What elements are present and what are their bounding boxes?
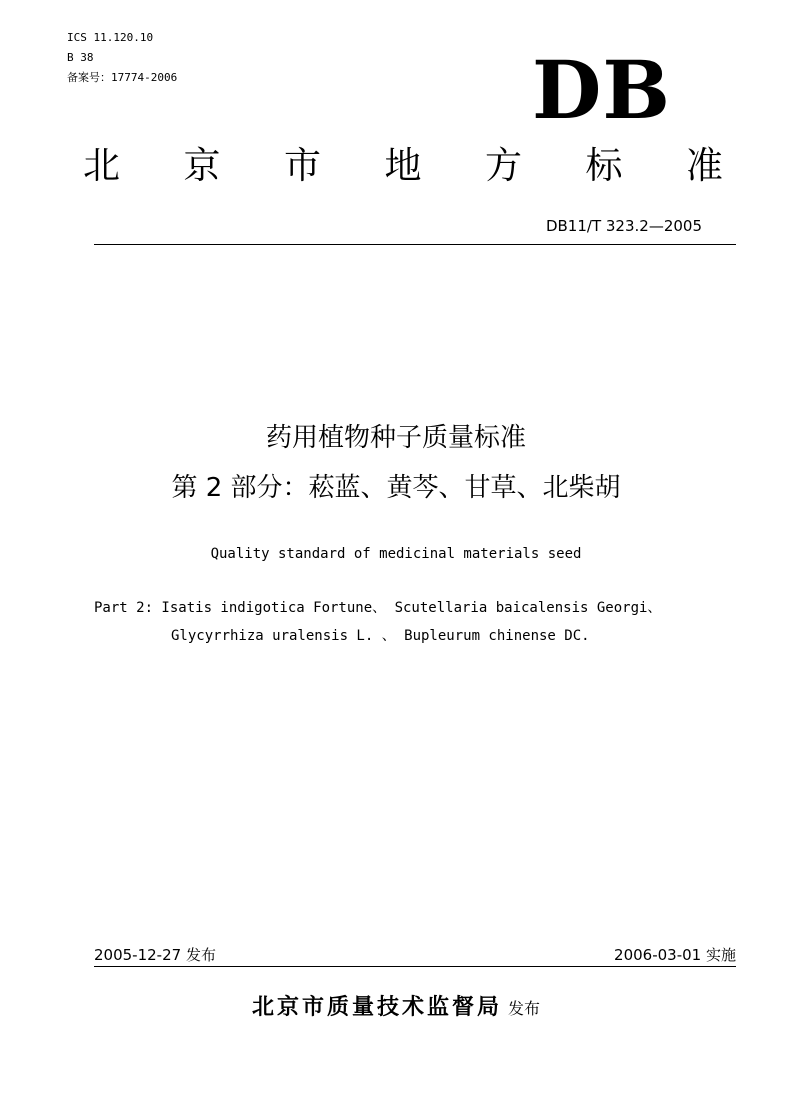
standard-category-char: 标 bbox=[585, 144, 623, 187]
standard-number: DB11/T 323.2—2005 bbox=[545, 217, 702, 235]
standard-category-char: 市 bbox=[284, 144, 321, 187]
english-part-line-2: Glycyrrhiza uralensis L. 、 Bupleurum chinense DC. bbox=[171, 628, 590, 644]
db-logo: DB bbox=[532, 43, 671, 137]
top-divider bbox=[94, 244, 736, 245]
standard-category-char: 准 bbox=[686, 144, 723, 187]
document-title: 药用植物种子质量标准 bbox=[265, 423, 526, 453]
english-title: Quality standard of medicinal materials seed bbox=[210, 546, 582, 562]
publish-date: 2005-12-27 发布 bbox=[94, 946, 216, 964]
implement-date: 2006-03-01 实施 bbox=[614, 946, 736, 964]
standard-category-char: 方 bbox=[485, 144, 522, 187]
document-subtitle: 第 2 部分：菘蓝、黄芩、甘草、北柴胡 bbox=[171, 473, 621, 503]
english-part-line-1: Part 2: Isatis indigotica Fortune、 Scutellaria baicalensis Georgi、 bbox=[94, 600, 662, 616]
registration-number: 备案号：17774-2006 bbox=[67, 71, 178, 84]
bottom-divider bbox=[94, 966, 736, 967]
issuer-suffix: 发布 bbox=[508, 999, 541, 1018]
standard-category-char: 地 bbox=[384, 144, 422, 187]
standard-category-char: 京 bbox=[183, 144, 221, 187]
issuer bbox=[0, 993, 792, 1024]
standard-category bbox=[83, 142, 723, 190]
standard-category-char: 北 bbox=[83, 144, 120, 187]
ics-code: ICS 11.120.10 bbox=[67, 31, 154, 44]
classification-code: B 38 bbox=[67, 51, 94, 64]
issuer-name: 北京市质量技术监督局 bbox=[251, 995, 502, 1020]
